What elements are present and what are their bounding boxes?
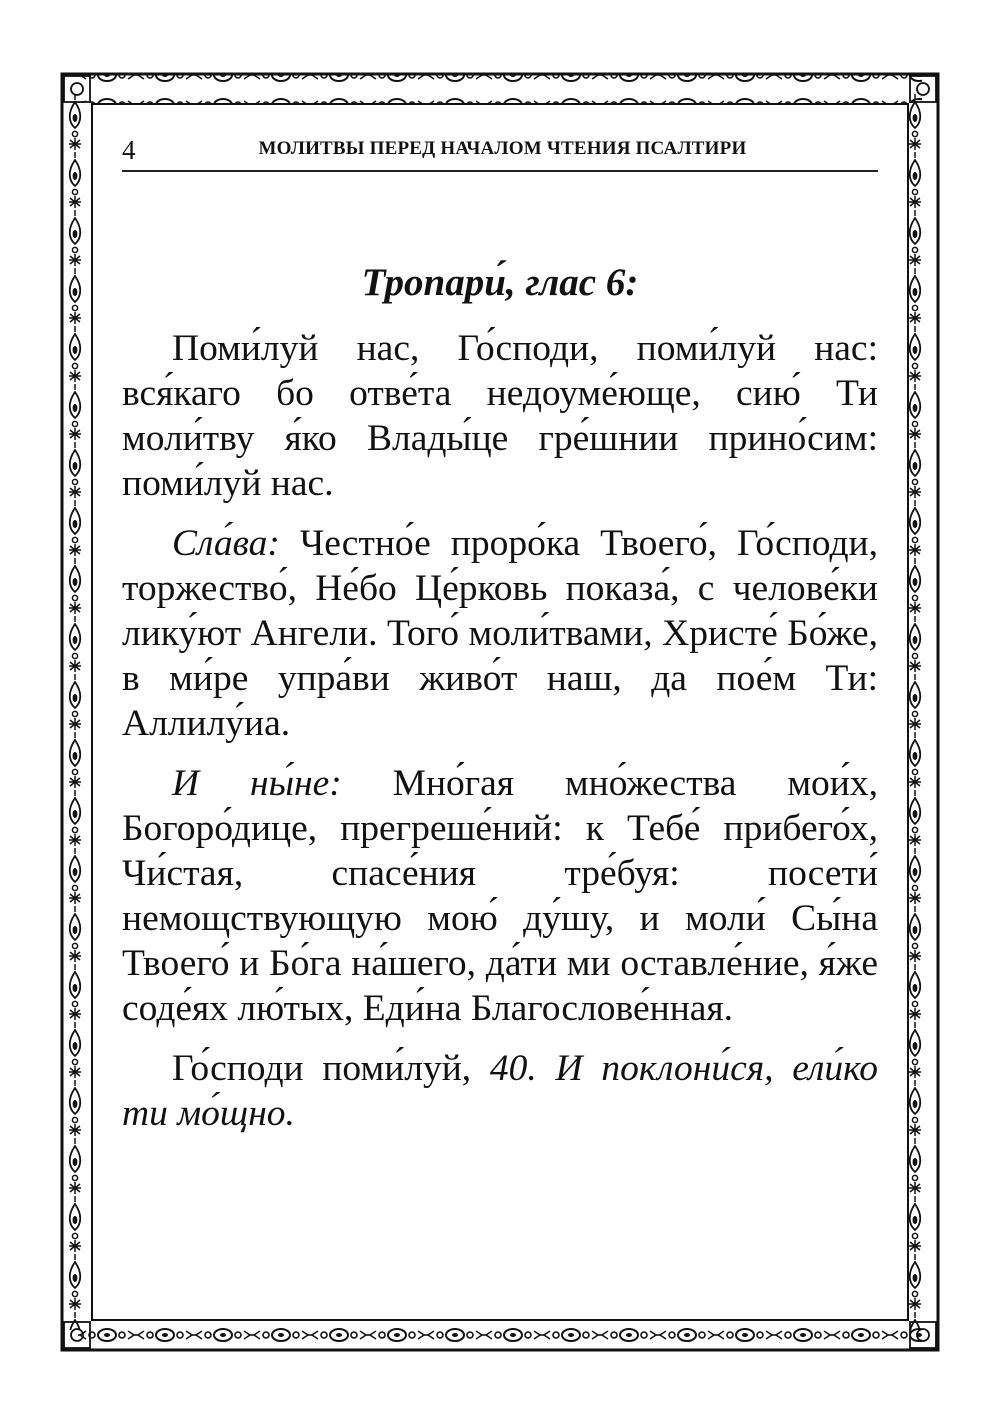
paragraph-text: Поми́луй нас, Го́споди, поми́луй нас: вся́каго бо отве́та недоуме́юще, сию́ Ти моли́тву я́ко Влады́це гре́шнии прино́сим: поми́луй нас.: [122, 328, 878, 504]
paragraph-rubric: 40. И поклони́ся, ели́ко ти мо́щно.: [122, 1048, 878, 1134]
page-body: [122, 258, 878, 1151]
paragraph-text: Честно́е проро́ка Твоего́, Го́споди, торжество́, Не́бо Це́рковь показа́, с челове́ки лику́ют Ангели. Того́ моли́твами, Христе́ Бо́же, в ми́ре упра́ви живо́т наш, да пое́м Ти: Аллилу́иа.: [122, 523, 878, 744]
running-title: МОЛИТВЫ ПЕРЕД НАЧАЛОМ ЧТЕНИЯ ПСАЛТИРИ: [258, 138, 747, 159]
paragraph-lead: И ны́не:: [172, 763, 342, 804]
troparion-paragraph-glory: [122, 521, 878, 746]
paragraph-text: Го́споди поми́луй,: [172, 1048, 490, 1089]
running-header: [122, 132, 878, 172]
page-number: 4: [122, 135, 136, 165]
closing-paragraph: [122, 1046, 878, 1136]
section-heading: Тропари́, глас 6:: [361, 261, 639, 304]
paragraph-text: Мно́гая мно́жества мои́х, Богоро́дице, прегреше́ний: к Тебе́ прибего́х, Чи́стая, спасе́ния тре́буя: посети́ немощствующую мою́ ду́шу, и моли́ Сы́на Твоего́ и Бо́га на́шего, да́ти ми оставле́ние, я́же соде́ях лю́тых, Еди́на Благослове́нная.: [122, 763, 878, 1029]
troparion-paragraph-now: [122, 761, 878, 1031]
paragraph-lead: Сла́ва:: [172, 523, 280, 564]
troparion-paragraph-1: [122, 326, 878, 506]
